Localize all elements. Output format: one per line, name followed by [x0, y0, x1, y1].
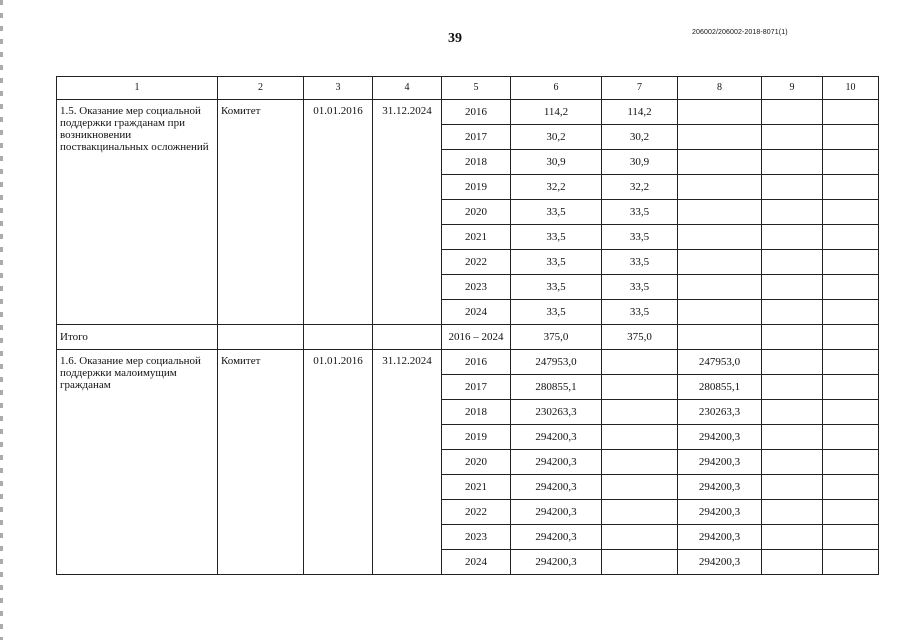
year-cell: 2021	[442, 475, 511, 500]
column-10-cell	[823, 500, 879, 525]
total-amount-cell: 375,0	[511, 325, 602, 350]
year-cell: 2024	[442, 300, 511, 325]
column-8-cell	[678, 150, 762, 175]
column-header: 6	[511, 77, 602, 100]
column-9-cell	[762, 400, 823, 425]
total-amount-cell: 32,2	[511, 175, 602, 200]
column-9-cell	[762, 350, 823, 375]
year-cell: 2021	[442, 225, 511, 250]
column-8-cell	[678, 275, 762, 300]
total-amount-cell: 30,9	[511, 150, 602, 175]
column-10-cell	[823, 350, 879, 375]
total-label: Итого	[57, 325, 218, 350]
column-10-cell	[823, 550, 879, 575]
year-cell: 2023	[442, 275, 511, 300]
total-amount-cell: 33,5	[511, 200, 602, 225]
total-amount-cell: 33,5	[511, 275, 602, 300]
table-body	[57, 77, 879, 575]
column-header: 8	[678, 77, 762, 100]
column-9-cell	[762, 275, 823, 300]
column-8-cell: 294200,3	[678, 500, 762, 525]
column-7-cell: 30,2	[602, 125, 678, 150]
year-cell: 2016	[442, 100, 511, 125]
column-7-cell: 30,9	[602, 150, 678, 175]
column-10-cell	[823, 100, 879, 125]
total-amount-cell: 33,5	[511, 225, 602, 250]
column-header: 9	[762, 77, 823, 100]
year-cell: 2018	[442, 150, 511, 175]
empty-cell	[823, 325, 879, 350]
budget-table	[56, 76, 879, 575]
total-amount-cell: 33,5	[511, 300, 602, 325]
column-10-cell	[823, 200, 879, 225]
column-10-cell	[823, 525, 879, 550]
empty-cell	[218, 325, 304, 350]
column-8-cell: 294200,3	[678, 475, 762, 500]
end-date-cell: 31.12.2024	[373, 350, 442, 575]
document-id: 206002/206002-2018-8071(1)	[692, 29, 788, 36]
column-7-cell	[602, 500, 678, 525]
column-7-cell: 33,5	[602, 225, 678, 250]
column-10-cell	[823, 125, 879, 150]
empty-cell	[762, 325, 823, 350]
year-cell: 2020	[442, 200, 511, 225]
column-8-cell: 247953,0	[678, 350, 762, 375]
column-7-cell: 33,5	[602, 200, 678, 225]
column-header: 3	[304, 77, 373, 100]
page-number: 39	[448, 31, 462, 46]
total-amount-cell: 114,2	[511, 100, 602, 125]
column-header: 7	[602, 77, 678, 100]
total-amount-cell: 230263,3	[511, 400, 602, 425]
column-8-cell: 280855,1	[678, 375, 762, 400]
column-8-cell	[678, 125, 762, 150]
column-7-cell	[602, 550, 678, 575]
column-8-cell	[678, 250, 762, 275]
column-7-cell: 33,5	[602, 275, 678, 300]
year-cell: 2018	[442, 400, 511, 425]
total-period: 2016 – 2024	[442, 325, 511, 350]
column-header: 2	[218, 77, 304, 100]
column-header: 5	[442, 77, 511, 100]
year-cell: 2022	[442, 250, 511, 275]
column-10-cell	[823, 225, 879, 250]
column-7-cell	[602, 400, 678, 425]
column-10-cell	[823, 400, 879, 425]
column-9-cell	[762, 250, 823, 275]
column-8-cell	[678, 175, 762, 200]
column-9-cell	[762, 125, 823, 150]
column-8-cell	[678, 225, 762, 250]
scan-edge-marks	[0, 0, 3, 640]
year-cell: 2019	[442, 425, 511, 450]
column-10-cell	[823, 375, 879, 400]
column-10-cell	[823, 425, 879, 450]
total-amount-cell: 247953,0	[511, 350, 602, 375]
column-7-cell: 33,5	[602, 250, 678, 275]
column-7-cell	[602, 375, 678, 400]
column-9-cell	[762, 150, 823, 175]
column-10-cell	[823, 450, 879, 475]
column-9-cell	[762, 175, 823, 200]
column-8-cell: 294200,3	[678, 450, 762, 475]
column-7-cell	[602, 425, 678, 450]
year-cell: 2019	[442, 175, 511, 200]
column-10-cell	[823, 250, 879, 275]
total-amount-cell: 30,2	[511, 125, 602, 150]
header-row	[57, 77, 879, 100]
column-9-cell	[762, 300, 823, 325]
column-header: 1	[57, 77, 218, 100]
year-cell: 2023	[442, 525, 511, 550]
total-amount-cell: 294200,3	[511, 525, 602, 550]
column-8-cell	[678, 100, 762, 125]
column-7-cell	[602, 475, 678, 500]
start-date-cell: 01.01.2016	[304, 350, 373, 575]
table-row	[57, 350, 879, 375]
year-cell: 2022	[442, 500, 511, 525]
column-header: 4	[373, 77, 442, 100]
table-row	[57, 100, 879, 125]
column-9-cell	[762, 450, 823, 475]
year-cell: 2024	[442, 550, 511, 575]
year-cell: 2017	[442, 125, 511, 150]
empty-cell	[304, 325, 373, 350]
executor-cell: Комитет	[218, 350, 304, 575]
column-9-cell	[762, 100, 823, 125]
end-date-cell: 31.12.2024	[373, 100, 442, 325]
total-amount-cell: 294200,3	[511, 550, 602, 575]
column-8-cell	[678, 300, 762, 325]
total-amount-cell: 280855,1	[511, 375, 602, 400]
column-9-cell	[762, 425, 823, 450]
column-9-cell	[762, 225, 823, 250]
year-cell: 2016	[442, 350, 511, 375]
column-8-cell: 294200,3	[678, 525, 762, 550]
column-10-cell	[823, 150, 879, 175]
empty-cell	[373, 325, 442, 350]
executor-cell: Комитет	[218, 100, 304, 325]
column-7-cell: 375,0	[602, 325, 678, 350]
column-9-cell	[762, 500, 823, 525]
total-amount-cell: 294200,3	[511, 500, 602, 525]
column-7-cell	[602, 525, 678, 550]
column-header: 10	[823, 77, 879, 100]
column-8-cell: 230263,3	[678, 400, 762, 425]
column-7-cell	[602, 350, 678, 375]
measure-description: 1.5. Оказание мер социальной поддержки гражданам при возникновении поствакцинальных осложнений	[57, 100, 218, 325]
start-date-cell: 01.01.2016	[304, 100, 373, 325]
year-cell: 2020	[442, 450, 511, 475]
column-7-cell: 114,2	[602, 100, 678, 125]
column-9-cell	[762, 375, 823, 400]
total-amount-cell: 33,5	[511, 250, 602, 275]
column-9-cell	[762, 475, 823, 500]
column-8-cell: 294200,3	[678, 425, 762, 450]
column-7-cell	[602, 450, 678, 475]
column-7-cell: 32,2	[602, 175, 678, 200]
column-10-cell	[823, 300, 879, 325]
total-amount-cell: 294200,3	[511, 425, 602, 450]
total-amount-cell: 294200,3	[511, 475, 602, 500]
year-cell: 2017	[442, 375, 511, 400]
column-9-cell	[762, 550, 823, 575]
column-10-cell	[823, 275, 879, 300]
column-9-cell	[762, 525, 823, 550]
column-9-cell	[762, 200, 823, 225]
total-amount-cell: 294200,3	[511, 450, 602, 475]
total-row	[57, 325, 879, 350]
measure-description: 1.6. Оказание мер социальной поддержки малоимущим гражданам	[57, 350, 218, 575]
empty-cell	[678, 325, 762, 350]
column-10-cell	[823, 475, 879, 500]
column-7-cell: 33,5	[602, 300, 678, 325]
column-8-cell	[678, 200, 762, 225]
column-8-cell: 294200,3	[678, 550, 762, 575]
column-10-cell	[823, 175, 879, 200]
